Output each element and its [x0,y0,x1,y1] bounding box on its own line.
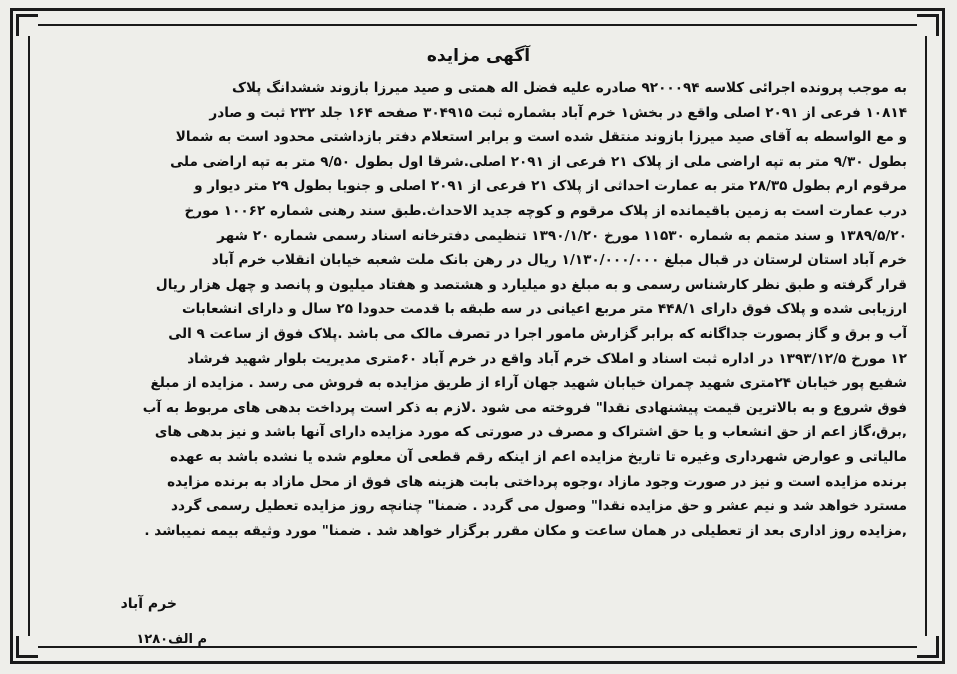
notice-line: ارزیابی شده و پلاک فوق دارای ۴۴۸/۱ متر مربع اعیانی در سه طبقه با قدمت حدودا ۲۵ سال و دارای انشعابات [182,301,907,318]
notice-body [52,76,907,543]
corner-ornament [917,14,939,36]
notice-line: مالیاتی و عوارض شهرداری وغیره تا تاریخ مزایده اعم از اینکه رقم قطعی آن معلوم شده یا نشده باشد به عهده [169,448,907,465]
notice-line: ,مزایده روز اداری بعد از تعطیلی در همان ساعت و مکان مقرر برگزار خواهد شد . ضمنا" مورد وثیقه بیمه نمیباشد . [144,522,907,539]
notice-line: بطول ۹/۳۰ متر به تپه اراضی ملی از پلاک ۲۱ فرعی از ۲۰۹۱ اصلی.شرقا اول بطول ۹/۵۰ متر به تپه اراضی ملی [170,153,907,170]
notice-line: قرار گرفته و طبق نظر کارشناس رسمی و به مبلغ دو میلیارد و هشتصد و هفتاد میلیون و پانصد و چهل هزار ریال [155,276,907,293]
notice-line: درب عمارت است به زمین باقیمانده از پلاک مرقوم و کوچه جدید الاحداث.طبق سند رهنی شماره ۱۰۰۶۲ مورخ [184,202,907,219]
notice-line: فوق شروع و به بالاترین قیمت پیشنهادی نقدا" فروخته می شود .لازم به ذکر است پرداخت بدهی های مربوط به آب [142,399,907,416]
reference-code: م الف۱۲۸۰ [136,632,207,647]
notice-line: و مع الواسطه به آقای صید میرزا بازوند منتقل شده است و برابر استعلام دفتر بازداشتی محدود است به شمالا [175,129,907,146]
city-name: خرم آباد [120,596,177,612]
notice-line: ۱۰۸۱۴ فرعی از ۲۰۹۱ اصلی واقع در بخش۱ خرم آباد بشماره ثبت ۳۰۴۹۱۵ صفحه ۱۶۴ جلد ۲۳۲ ثبت و صادر [209,104,907,121]
corner-ornament [917,636,939,658]
notice-line: ۱۳۸۹/۵/۲۰ و سند متمم به شماره ۱۱۵۳۰ مورخ ۱۳۹۰/۱/۲۰ تنظیمی دفترخانه اسناد رسمی شماره ۲۰ شهر [217,227,907,244]
notice-title: آگهی مزایده [426,46,531,66]
notice-line: برنده مزایده است و نیز در صورت وجود مازاد ،وجوه پرداختی بابت هزینه های فوق از محل مازاد به برنده مزایده [167,473,907,490]
notice-line: خرم آباد استان لرستان در قبال مبلغ ۱/۱۳۰/۰۰۰/۰۰۰ ریال در رهن بانک ملت شعبه خیابان انقلاب خرم آباد [211,252,907,269]
notice-line: آب و برق و گاز بصورت جداگانه که برابر گزارش مامور اجرا در تصرف مالک می باشد .پلاک فوق از ساعت ۹ الی [168,325,907,342]
notice-line: شفیع پور خیابان ۲۴متری شهید چمران خیابان شهید جهان آراء از طریق مزایده به فروش می رسد . مزایده از مبلغ [150,375,907,392]
corner-ornament [16,14,38,36]
notice-line: به موجب پرونده اجرائی کلاسه ۹۲۰۰۰۹۴ صادره علیه فضل اله همتی و صید میرزا بازوند ششدانگ پلاک [232,80,907,96]
notice-line: مرقوم ارم بطول ۲۸/۳۵ متر به عمارت احداثی از پلاک ۲۱ فرعی از ۲۰۹۱ اصلی و جنوبا بطول ۲۹ متر دیوار و [194,178,907,195]
notice-line: ,برق،گاز اعم از حق انشعاب و یا حق اشتراک و مصرف در صورتی که مورد مزایده دارای آنها باشد و نیز بدهی های [154,424,907,441]
notice-line: مسترد خواهد شد و نیم عشر و حق مزایده نقدا" وصول می گردد . ضمنا" چنانچه روز مزایده تعطیل رسمی گردد [170,498,907,515]
notice-line: ۱۲ مورخ ۱۳۹۳/۱۲/۵ در اداره ثبت اسناد و املاک خرم آباد واقع در خرم آباد ۶۰متری مدیریت بلوار شهید فرشاد [187,350,907,367]
corner-ornament [16,636,38,658]
